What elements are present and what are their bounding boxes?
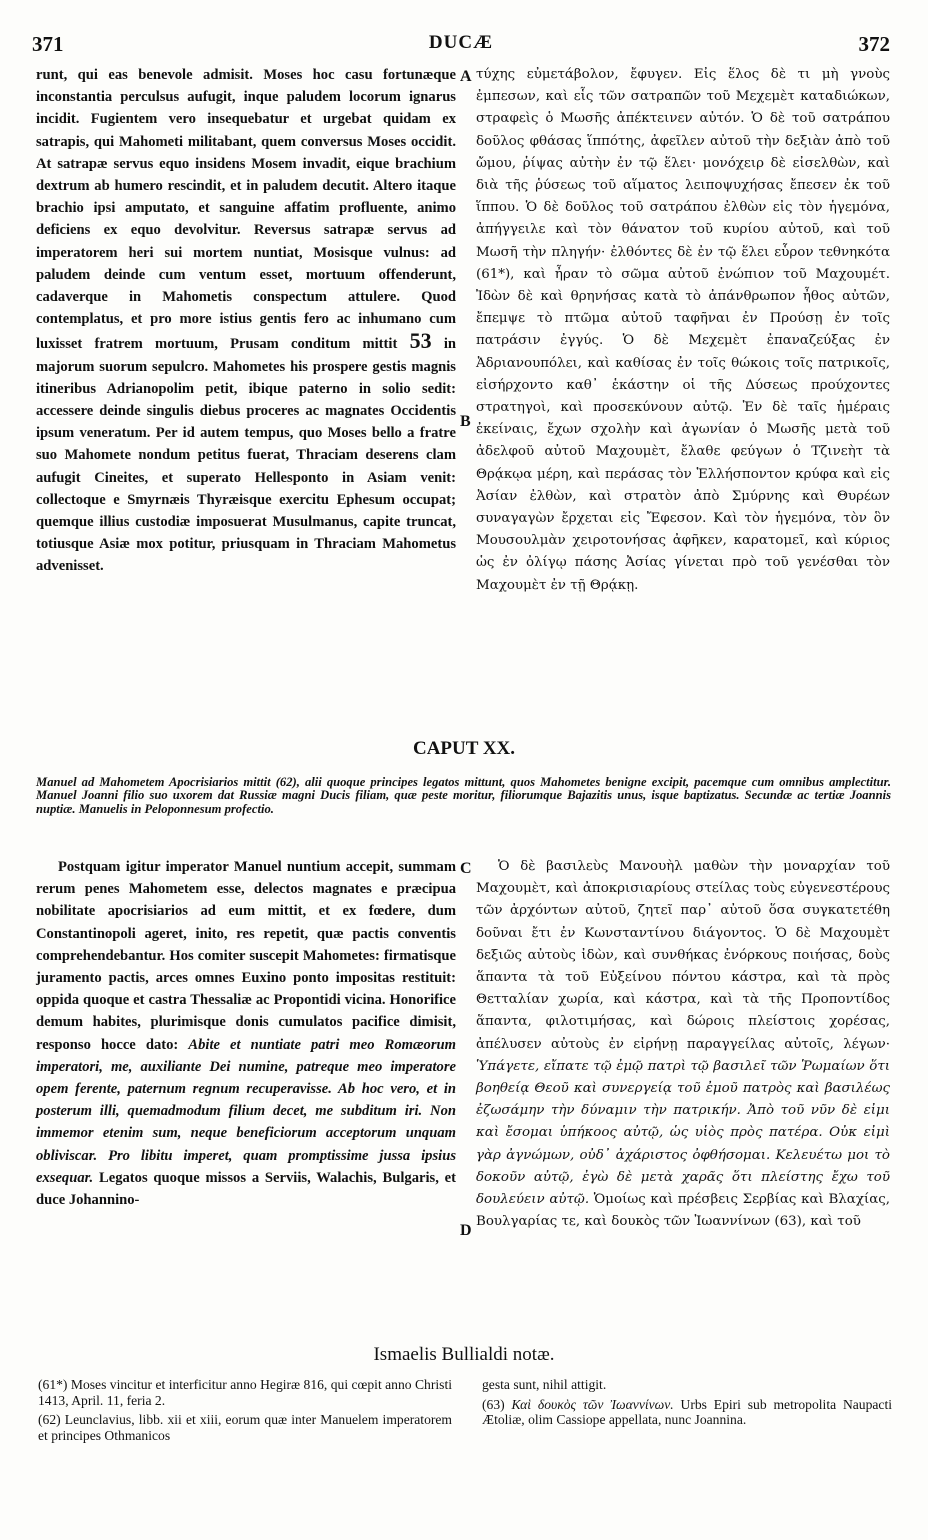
greek-paragraph: τύχης εὐμετάβολον, ἔφυγεν. Εἰς ἕλος δὲ τι μὴ γνοὺς ἐμπεσων, καὶ εἷς τῶν σατραπῶν τοῦ Μεχεμὲτ καταδιώκων, στραφεὶς ὁ Μωσῆς ἀπέκτεινεν αὐτόν. Ὁ δὲ τοῦ σατράπου δοῦλος φθάσας ἵππότης, ἀφεῖλεν αὐτοῦ τὴν δεξιὰν ἀπὸ τοῦ ὤμου, ῥίψας αὐτὴν ἐν τῷ ἕλει· μονόχειρ δὲ εἰσελθὼν, καὶ διὰ τῆς ῥύσεως τοῦ αἵματος λειποψυχήσας ἔπεσεν ἐκ τοῦ ἵππου. Ὁ δὲ δοῦλος τοῦ σατράπου ἐλθὼν εἰς τὸν ἡγεμόνα, ἀπήγγειλε καὶ τὸν θάνατον τοῦ κυρίου αὐτοῦ, καὶ τοῦ Μωσῆ τὴν πληγήν· ἐλθόντες δὲ ἐν τῷ ἕλει εὗρον τεθνηκότα (61*), καὶ ἦραν τὸ σῶμα αὐτοῦ ἐνώπιον τοῦ Μαχουμέτ. Ἰδὼν δὲ καὶ θρηνήσας κατὰ τὸ ἀπάνθρωπον ἦθος αὐτῶν, ἔπεμψε τὸ πτῶμα αὐτοῦ ταφῆναι ἐν Προύσῃ ἐν τοῖς πατράσιν ἐγγύς. Ὁ δὲ Μεχεμὲτ ἐπαναζεύξας ἐν Ἀδριανουπόλει, καὶ καθίσας ἐν τοῖς θώκοις τοῖς πατρικοῖς, εἰσήρχοντο καθ᾽ ἑκάστην οἱ τῆς Δύσεως προύχοντες στρατηγοὶ, καὶ προσεκύνουν αὐτῷ. Ἐν δὲ ταῖς ἡμέραις ἐκείναις, ἔχων σχολὴν καὶ ἀγωνίαν ὁ Μωσῆς μετὰ τοῦ ἀδελφοῦ αὐτοῦ Μαχουμὲτ, ἔλαθε φεύγων ὁ Τζινεὴτ τὰ Θρᾴκῳα μέρη, καὶ περάσας τὸν Ἑλλήσποντον κρύφα καὶ εἰς Ἀσίαν ἐλθὼν, καὶ στρατὸν ἀπὸ Σμύρνης καὶ Θυρέων συναγαγὼν ἔρχεται εἰς Ἔφεσον. Καὶ τὸν ἡγεμόνα, τὸν ὃν Μουσουλμὰν χειροτονήσας ἀφῆκεν, καρατομεῖ, καὶ κύριος ὡς ἐν ὀλίγῳ πάσης Ἀσίας γίνεται πρὸ τοῦ γενέσθαι τὸν Μαχουμὲτ ἐν τῇ Θρᾴκῃ. [476,67,890,593]
footnotes-left [38,1377,452,1447]
latin-text: runt, qui eas benevole admisit. Moses hoc casu fortunæque inconstantia perculsus aufugit, inque paludem locorum ignarus incidit. Fugientem vero insequebatur et urgebat quidam ex satrapis, qui Mahometi militabant, quem conversus Moses occidit. At satrapæ servus equo insidens Mosem invadit, eique brachium dextrum ab humero rescindit, et in paludem decutit. Altero itaque brachio ipsi amputato, et sanguine affatim profluente, animo deficiens ex equo devolvitur. Reversus satrapæ servus ad imperatorem heri sui mortem nuntiat, Mosisque vulnus: ad paludem deinde cum ventum esset, mortuum offenderunt, cadaverque in Mahometis conspectum attulere. Quod contemplatus, et pro more istius gentis fero ac inhumano cum luxisset fratrem mortuum, Prusam conditum mittit [36,67,456,353]
running-title: DUCÆ [428,32,494,53]
footnote [482,1397,892,1428]
latin-column-upper [36,64,456,578]
footnote-continuation: gesta sunt, nihil attigit. [482,1377,607,1392]
margin-marker-a: A [460,68,472,85]
page-number-right: 372 [858,32,890,56]
notes-heading: Ismaelis Bullialdi notæ. [373,1344,555,1365]
latin-column-lower [36,856,456,1211]
footnotes-right [482,1377,892,1432]
chapter-heading: CAPUT XX. [412,738,516,759]
margin-marker-c: C [460,860,472,877]
greek-paragraph [476,856,890,1233]
footnote: (62) Leunclavius, libb. xii et xiii, eorum quæ inter Manuelem imperatorem et principes Othmanicos [38,1412,452,1443]
running-header [32,32,890,58]
page-number-left: 371 [32,32,64,56]
margin-marker-b: B [460,413,471,430]
footnote: (61*) Moses vincitur et interficitur anno Hegiræ 816, qui cœpit anno Christi 1413, April. 11, feria 2. [38,1377,452,1408]
greek-column-upper [476,64,890,597]
footnote-text: Urbs Epiri sub metropolita Naupacti Ætoliæ, olim Cassiope appellata, nunc Joannina. [482,1396,893,1428]
footnote-lemma: Καὶ δουκὸς τῶν Ἰωαννίνων. [511,1396,674,1412]
latin-quote: Abite et nuntiate patri meo Romæorum imperatori, me, auxiliante Dei numine, patreque meo imperatore opem ferente, paternum regnum recuperavisse. Ab hoc vero, et in posterum illi, quemadmodum filium decet, me subditum iri. Non immemor etenim sum, neque beneficiorum acceptorum unquam obliviscar. Pro libitu imperet, quam promptissime jussa ipsius exsequar. [36,1036,456,1186]
chapter-summary: Manuel ad Mahometem Apocrisiarios mittit (62), alii quoque principes legatos mittunt, quos Mahometes benigne excipit, pacemque cum omnibus amplectitur. Manuel Joanni filio suo uxorem dat Russiæ magni Ducis filiam, quæ peste moritur, filiorumque Bajazitis unus, isque baptizatus. Secundæ ac tertiæ Joannis nuptiæ. Manuelis in Peloponnesum profectio. [36,775,891,816]
latin-paragraph [36,856,456,1211]
latin-text: Legatos quoque missos a Serviis, Walachis, Bulgaris, et duce Johannino- [36,1169,456,1209]
greek-quote: Ὑπάγετε, εἴπατε τῷ ἐμῷ πατρὶ τῷ βασιλεῖ τῶν Ῥωμαίων ὅτι βοηθείᾳ Θεοῦ καὶ συνεργείᾳ τοῦ ἐμοῦ πατρὸς καὶ βασιλέως ἐζωσάμην τὴν δύναμιν τὴν πατρικήν. Ἀπὸ τοῦ νῦν δὲ εἰμι καὶ ἔσομαι ὑπήκοος αὐτῷ, ὡς υἱὸς πρὸς πατέρα. Οὐκ εἰμὶ γὰρ ἀγνώμων, οὐδ᾽ ἀχάριστος ὀφθήσομαι. Κελευέτω μοι τὸ δοκοῦν αὐτῷ, ἐγὼ δὲ μετὰ χαρᾶς ὅτι πλείστης ἔχω τοῦ δουλεύειν αὐτῷ. [476,1058,890,1208]
latin-text: Postquam igitur imperator Manuel nuntium accepit, summam rerum penes Mahometem esse, delectos magnates e præcipua nobilitate apocrisiarios ad eum mittit, et ex fœdere, dum Constantinopoli ageret, inito, res repetit, quæ pactis conventis comprehendebantur. Hos comiter suscepit Mahometes: firmatisque juramento pactis, arces omnes Euxino ponto impositas restituit: oppida quoque et castra Thessaliæ ac Propontidi vicina. Honorifice demum habites, plurimisque donis cumulatos pacifice dimisit, responso hocce dato: [36,859,456,1053]
latin-paragraph [36,64,456,578]
greek-column-lower [476,856,890,1233]
margin-marker-d: D [460,1222,472,1239]
greek-text: Ὁμοίως καὶ πρέσβεις Σερβίας καὶ Βλαχίας, Βουλγαρίας τε, καὶ δουκὸς τῶν Ἰωαννίνων (63), καὶ τοῦ [476,1192,890,1230]
footnote-number: (63) [482,1396,505,1412]
greek-text: Ὁ δὲ βασιλεὺς Μανουὴλ μαθὼν τὴν μοναρχίαν τοῦ Μαχουμὲτ, καὶ ἀποκρισιαρίους στείλας τοὺς εὐγενεστέρους τῶν ἀρχόντων αὐτοῦ, ζητεῖ παρ᾽ αὐτοῦ ὅσα συγκατετέθη δοῦναι ἔτι ἐν Κωνσταντίνου διάγοντος. Ὁ δὲ Μαχουμὲτ δεξιῶς αὐτοὺς ἰδὼν, καὶ συνθήκας ἐνόρκους ποιήσας, δοὺς ἅπαντα τὰ τοῦ Εὐξείνου πόντου κάστρα, καὶ τὰ πρὸς Θετταλίαν χωρία, καὶ κάστρα, καὶ τὰ τῆς Προποντίδος ἅπαντα, φιλοτιμήσας, καὶ δώροις πλείστοις χορέσας, ἀπέλυσεν αὐτοὺς ἐν εἰρήνῃ παραγγείλας αὐτοῖς, λέγων· [476,859,890,1052]
latin-text: in majorum suorum sepulcro. Mahometes his prospere gestis magnis itineribus Adrianopolim petit, ibique paterno in solio sedit: accessere deinde singulis diebus proceres ac magnates Occidentis ipsum veneratum. Per id autem tempus, quo Moses bello a fratre suo Mahomete nondum petitus fuerat, Thraciam deserens clam aufugit Cineites, et superato Hellesponto in Asiam venit: collectoque e Smyrnæis Thyræisque exercitu Ephesum occupat; quemque illius custodiæ imposuerat Musulmanus, capite truncat, totiusque Asiæ mox potitur, priusquam in Thraciam Mahometus advenisset. [36,336,456,575]
folio-number: 53 [409,328,432,354]
